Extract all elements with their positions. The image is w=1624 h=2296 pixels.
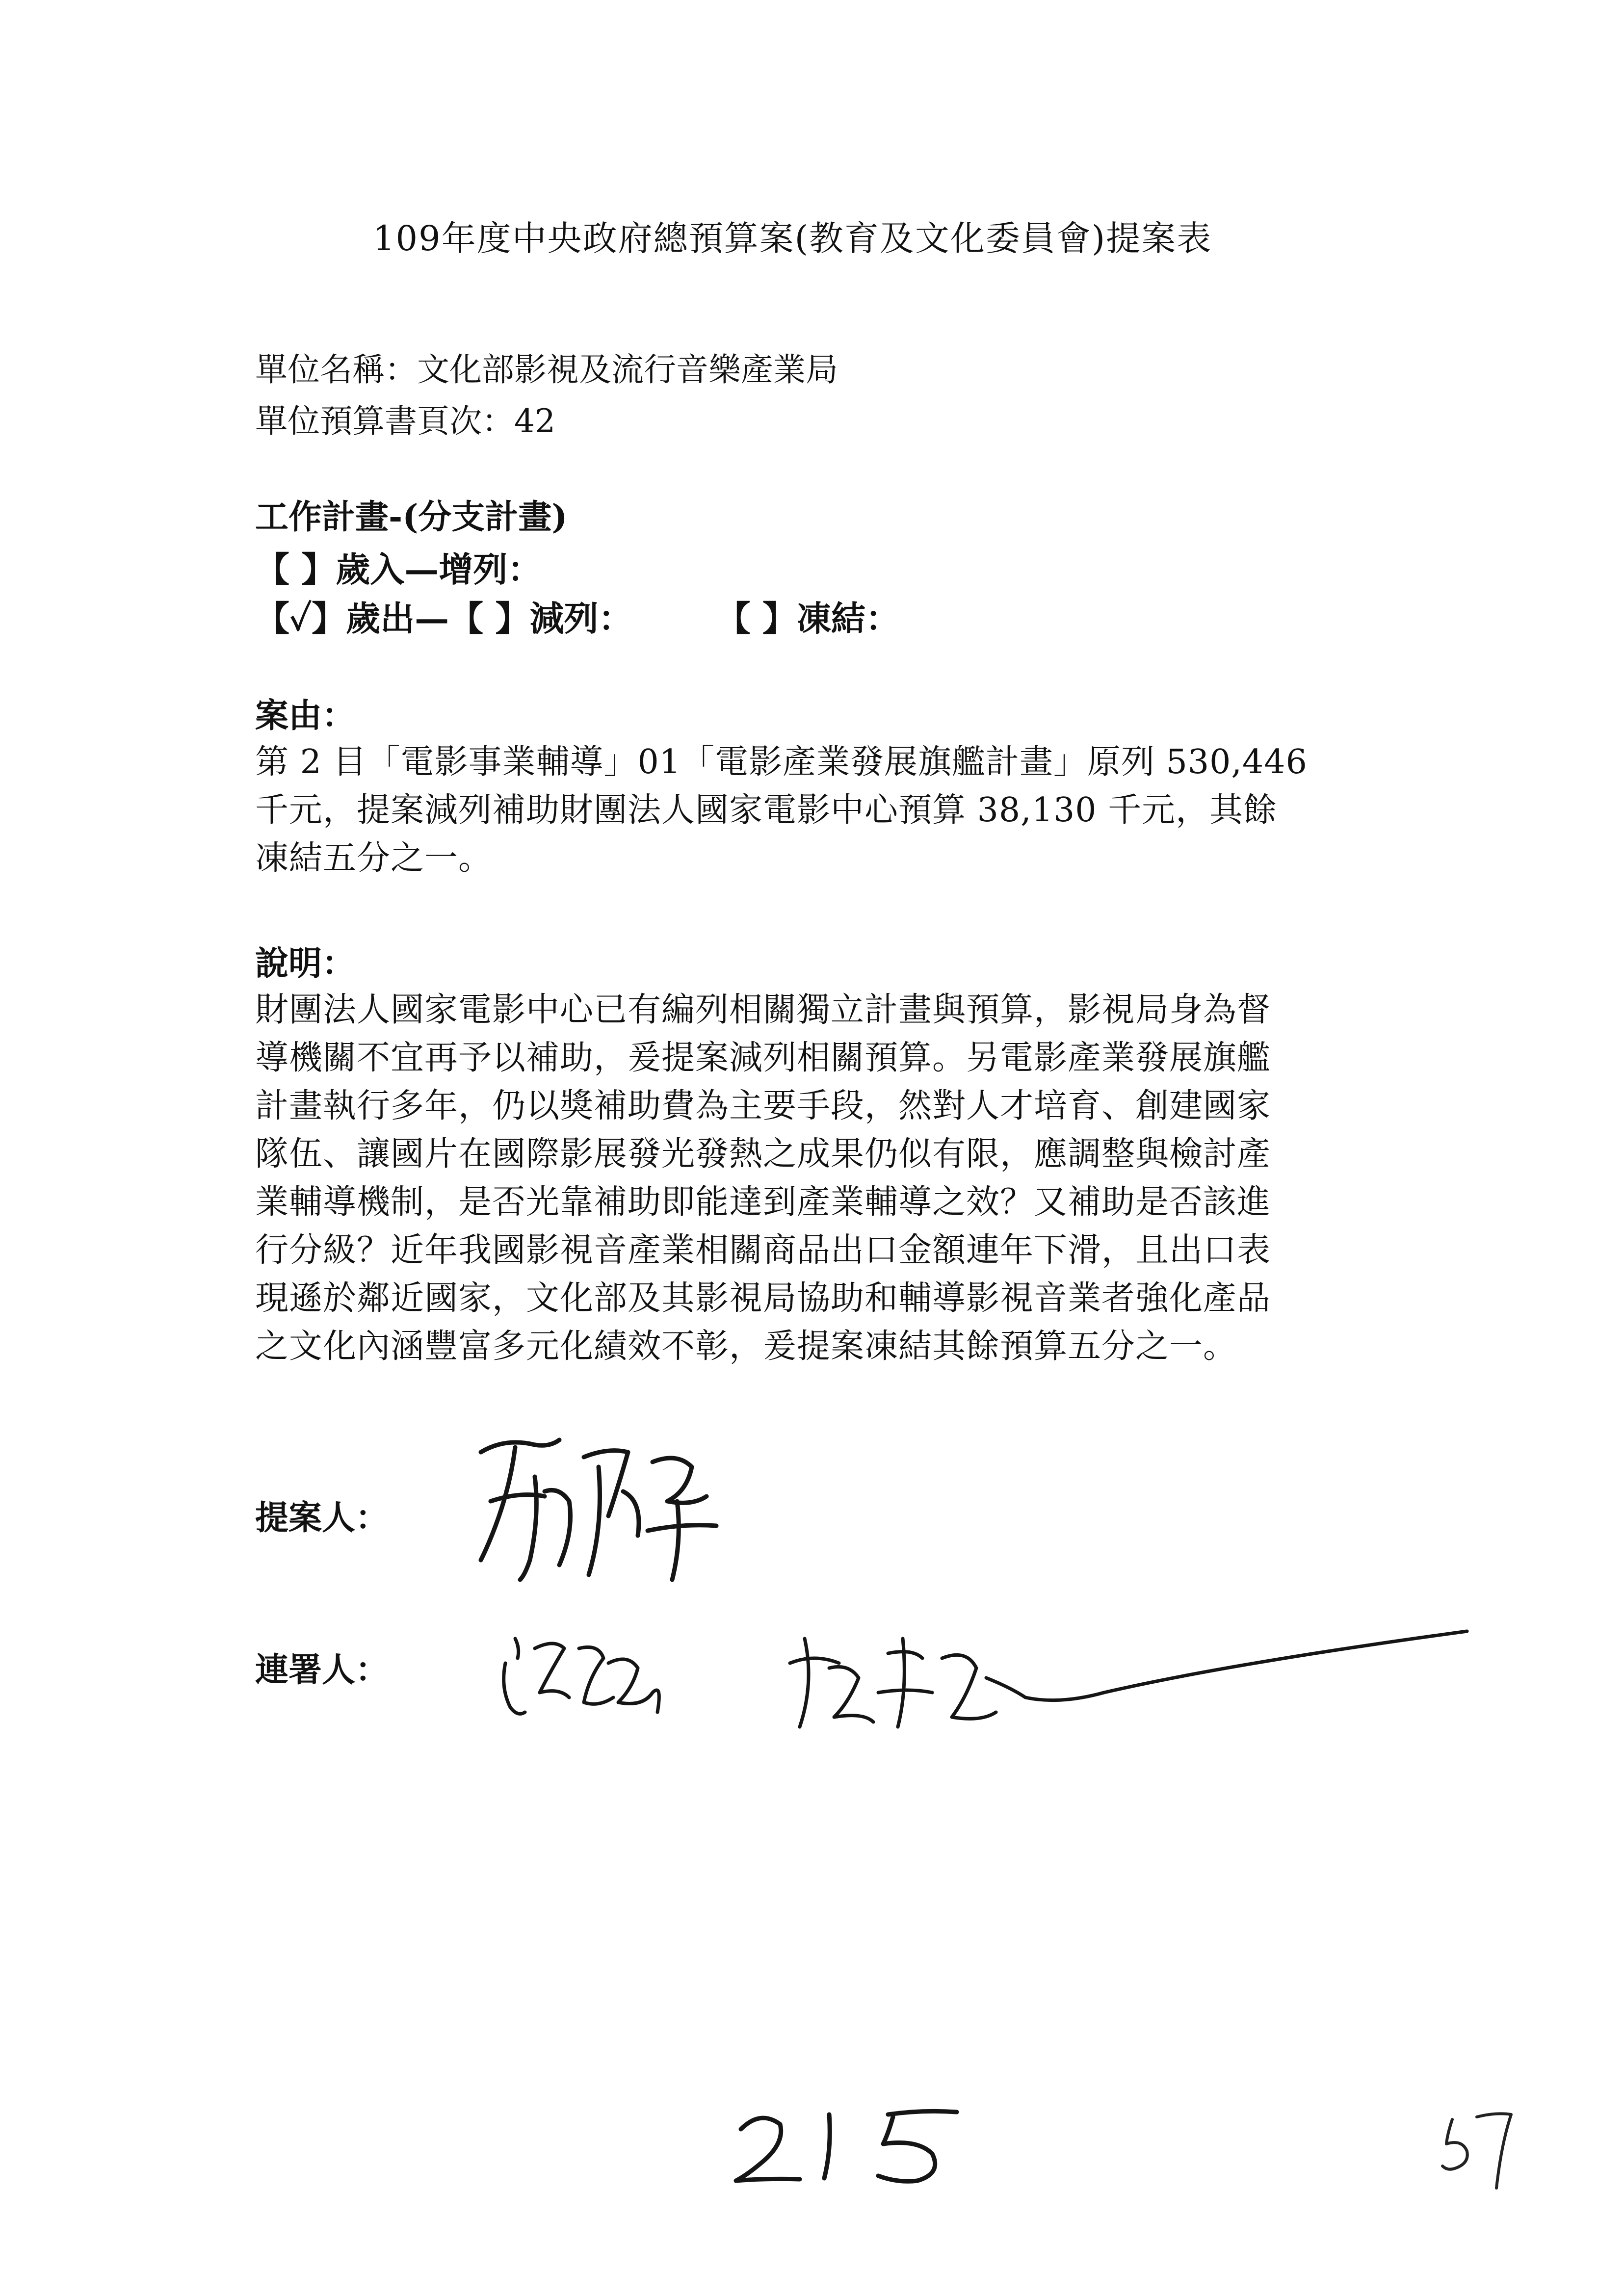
case-body: [255, 738, 1398, 883]
explanation-line: 業輔導機制，是否光靠補助即能達到產業輔導之效？又補助是否該進: [255, 1183, 1271, 1222]
explanation-line: 導機關不宜再予以補助，爰提案減列相關預算。另電影產業發展旗艦: [255, 1039, 1271, 1077]
expense-reduce-option: 【✓】歲出—【 】減列：: [255, 598, 633, 639]
explanation-line: 現遜於鄰近國家，文化部及其影視局協助和輔導影視音業者強化產品: [255, 1279, 1271, 1318]
case-line: 千元，提案減列補助財團法人國家電影中心預算 38,130 千元，其餘: [255, 791, 1278, 830]
proposer-signature: [461, 1418, 736, 1594]
unit-page-row: [255, 395, 555, 442]
explanation-line: 行分級？近年我國影視音產業相關商品出口金額連年下滑，且出口表: [255, 1231, 1271, 1270]
cosigner-signature: [496, 1619, 1477, 1756]
case-line: 第 2 目「電影事業輔導」01「電影產業發展旗艦計畫」原列 530,446: [255, 743, 1308, 782]
explanation-heading: 說明：: [255, 944, 356, 983]
case-line: 凍結五分之一。: [255, 839, 493, 878]
page-title: 109年度中央政府總預算案(教育及文化委員會)提案表: [373, 218, 1212, 259]
explanation-line: 之文化內涵豐富多元化績效不彰，爰提案凍結其餘預算五分之一。: [255, 1327, 1237, 1366]
expense-line: [255, 591, 900, 641]
freeze-option: 【 】凍結：: [716, 598, 900, 639]
cosigner-label: 連署人：: [255, 1650, 389, 1690]
case-heading: 案由：: [255, 696, 356, 735]
handwritten-corner-number: [1428, 2100, 1526, 2198]
handwritten-page-number: [726, 2095, 981, 2193]
unit-page-value: 42: [514, 402, 555, 440]
unit-name-label: 單位名稱：: [255, 351, 417, 389]
explanation-line: 財團法人國家電影中心已有編列相關獨立計畫與預算，影視局身為督: [255, 991, 1271, 1029]
plan-heading: 工作計畫-(分支計畫): [255, 497, 568, 537]
unit-name-row: [255, 343, 838, 390]
explanation-line: 計畫執行多年，仍以獎補助費為主要手段，然對人才培育、創建國家: [255, 1087, 1271, 1125]
revenue-line: 【 】歲入—增列：: [255, 549, 542, 590]
unit-page-label: 單位預算書頁次：: [255, 402, 514, 440]
proposer-label: 提案人：: [255, 1498, 389, 1538]
explanation-body: [255, 986, 1398, 1371]
unit-name-value: 文化部影視及流行音樂產業局: [417, 351, 838, 389]
explanation-line: 隊伍、讓國片在國際影展發光發熱之成果仍似有限，應調整與檢討產: [255, 1135, 1271, 1174]
